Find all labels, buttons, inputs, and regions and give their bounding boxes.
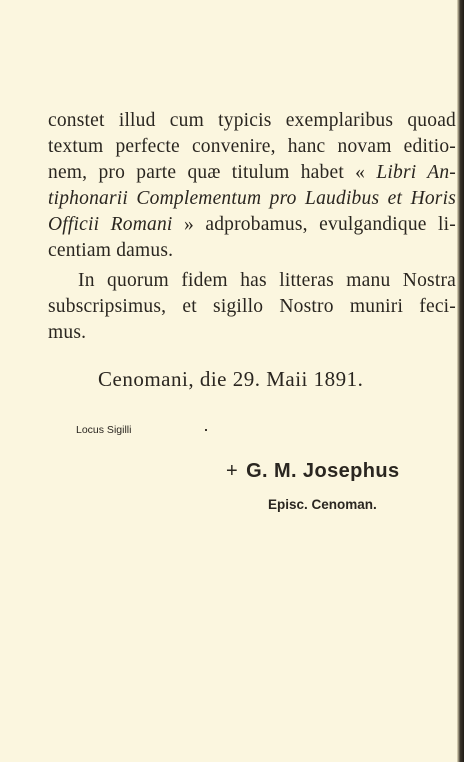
book-title-segment: Libri An-: [376, 162, 456, 183]
signatory-name: G. M. Josephus: [246, 460, 400, 482]
text-line: mus.: [48, 322, 87, 343]
text-line: constet illud cum typicis exemplaribus quoad: [48, 110, 456, 131]
book-title-segment: tiphonarii Complementum pro Laudibus et Horis: [48, 188, 456, 209]
text-line: [48, 186, 456, 212]
signatory-title: Episc. Cenoman.: [268, 497, 377, 512]
text-segment: nem, pro parte quæ titulum habet «: [48, 162, 366, 183]
ink-speck: [205, 429, 207, 431]
witness-paragraph: [48, 268, 456, 346]
seal-note: Locus Sigilli: [76, 424, 132, 436]
signature: [226, 460, 400, 483]
date-line: Cenomani, die 29. Maii 1891.: [98, 367, 364, 391]
text-line: [48, 212, 456, 238]
page-edge: [457, 0, 464, 762]
text-line: textum perfecte convenire, hanc novam editio-: [48, 136, 456, 157]
book-title-segment: Officii Romani: [48, 214, 173, 235]
approbation-paragraph: [48, 108, 456, 264]
text-line: centiam damus.: [48, 240, 174, 261]
text-line: [48, 160, 456, 186]
text-segment: » adprobamus, evulgandique li-: [183, 214, 456, 235]
text-line: subscripsimus, et sigillo Nostro muniri feci-: [48, 296, 456, 317]
text-line: In quorum fidem has litteras manu Nostra: [78, 270, 456, 291]
cross-icon: +: [226, 460, 239, 482]
